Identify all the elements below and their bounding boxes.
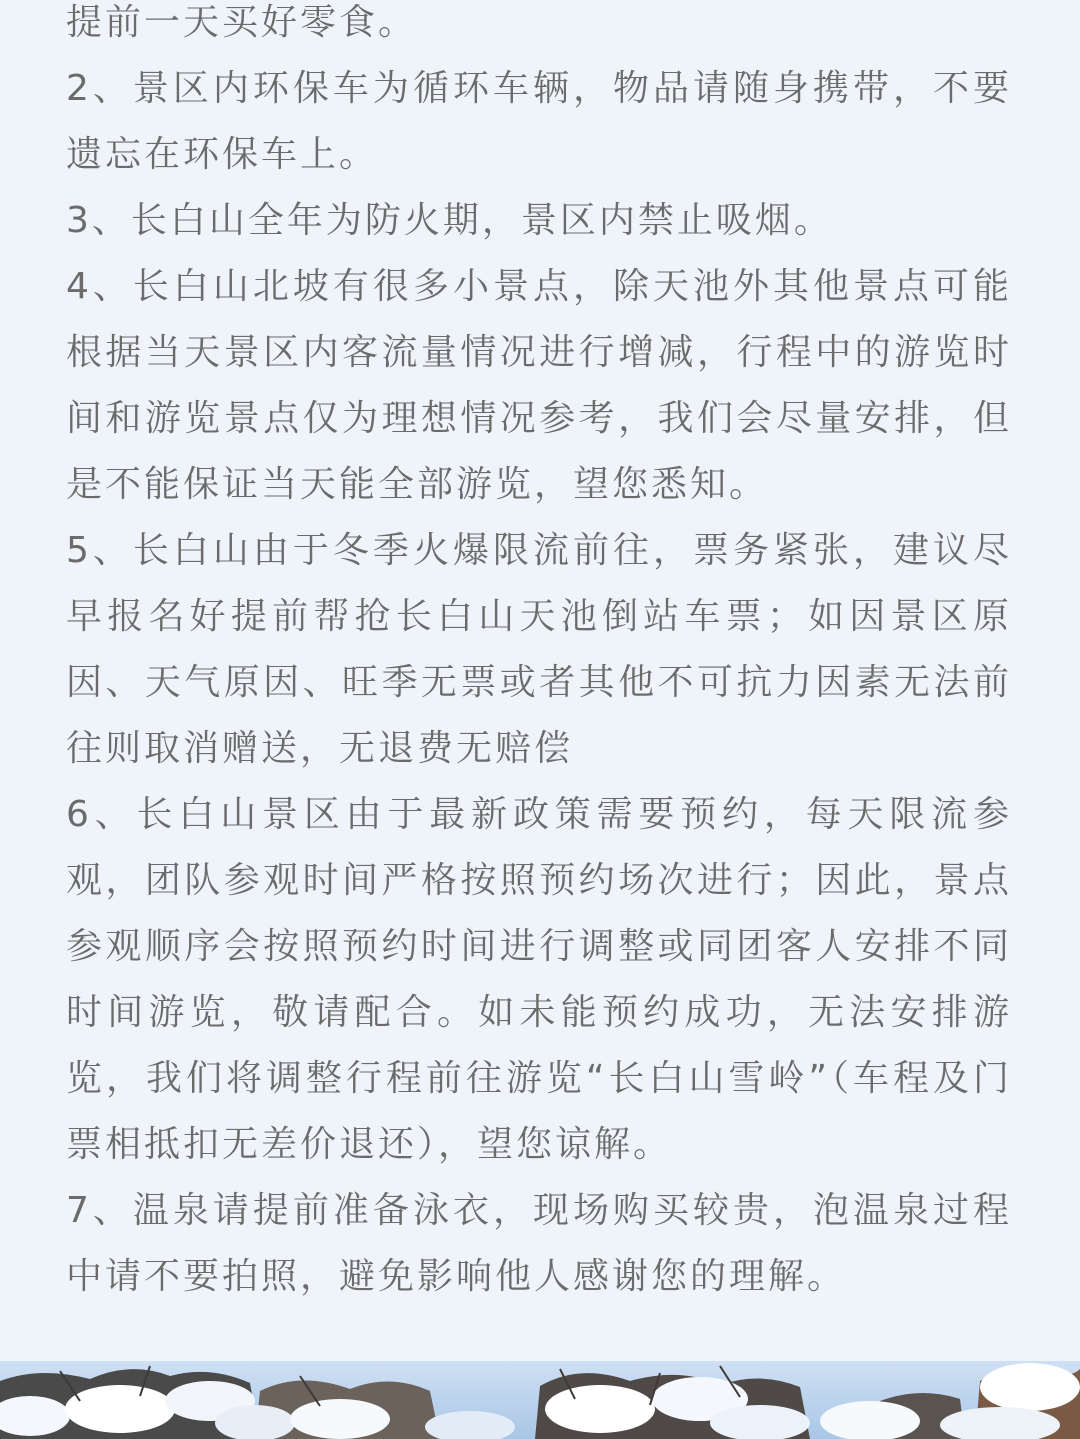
notice-paragraph-3: 3、长白山全年为防火期，景区内禁止吸烟。 — [66, 200, 833, 241]
notice-paragraph-2: 2、景区内环保车为循环车辆，物品请随身携带，不要遗忘在环保车上。 — [66, 68, 1012, 175]
notice-paragraph-7: 7、温泉请提前准备泳衣，现场购买较贵，泡温泉过程中请不要拍照，避免影响他人感谢您的理解。 — [66, 1190, 1012, 1297]
notice-paragraph-4: 4、长白山北坡有很多小景点，除天池外其他景点可能根据当天景区内客流量情况进行增减，行程中的游览时间和游览景点仅为理想情况参考，我们会尽量安排，但是不能保证当天能全部游览，望您悉知。 — [66, 266, 1012, 505]
travel-notice — [66, 0, 1012, 1310]
snowy-forest-photo — [0, 1361, 1080, 1439]
notice-paragraph-5: 5、长白山由于冬季火爆限流前往，票务紧张，建议尽早报名好提前帮抢长白山天池倒站车票；如因景区原因、天气原因、旺季无票或者其他不可抗力因素无法前往则取消赠送，无退费无赔偿 — [66, 530, 1012, 769]
notice-paragraph-6: 6、长白山景区由于最新政策需要预约，每天限流参观，团队参观时间严格按照预约场次进行；因此，景点参观顺序会按照预约时间进行调整或同团客人安排不同时间游览，敬请配合。如未能预约成功，无法安排游览，我们将调整行程前往游览“长白山雪岭”（车程及门票相抵扣无差价退还），望您谅解。 — [66, 794, 1012, 1165]
notice-paragraph-1: 提前一天买好零食。 — [66, 2, 418, 43]
